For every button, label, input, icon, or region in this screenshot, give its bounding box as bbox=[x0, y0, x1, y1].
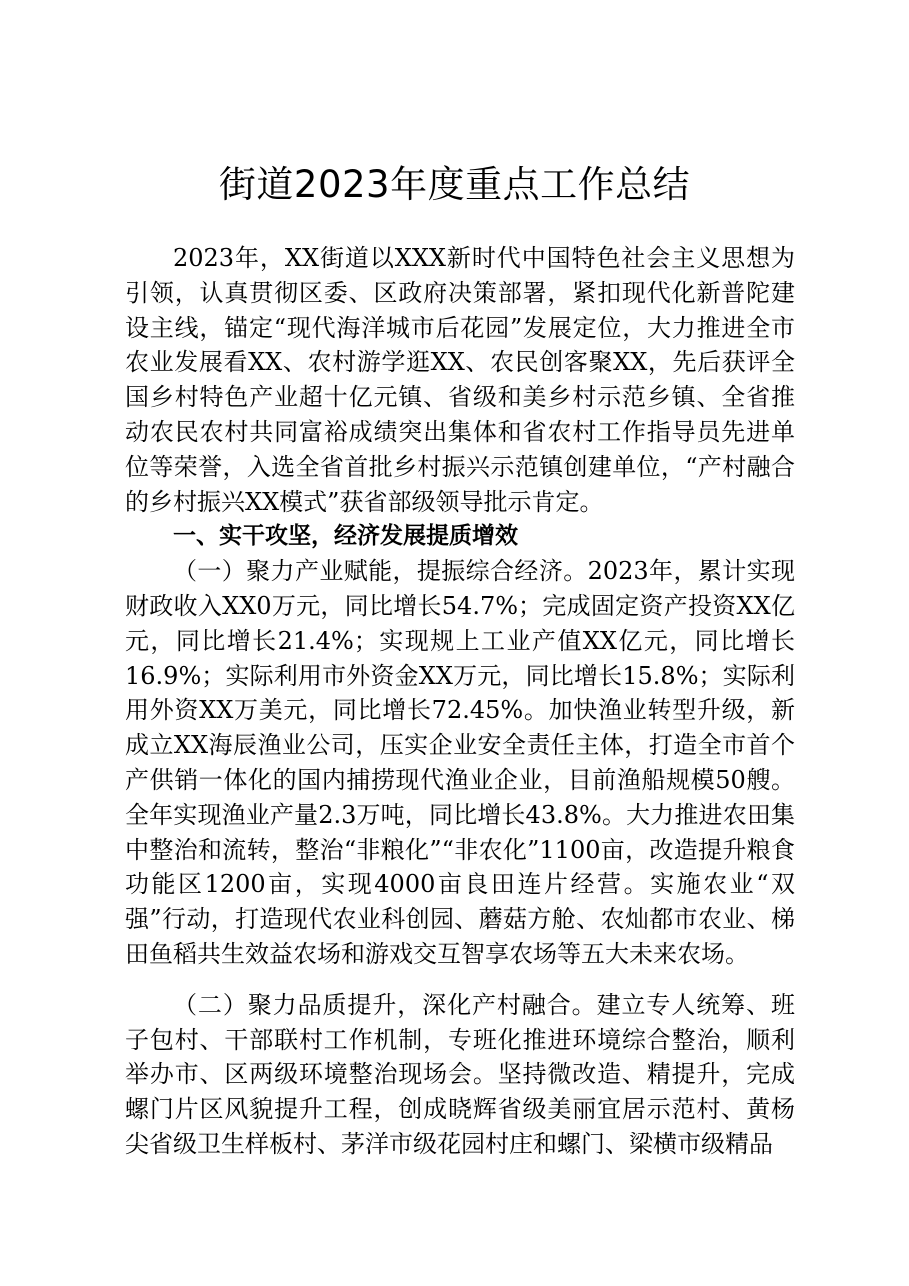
subsection-paragraph-2 bbox=[125, 988, 795, 1162]
intro-paragraph: 2023年，XX街道以XXX新时代中国特色社会主义思想为引领，认真贯彻区委、区政府决策部署，紧扣现代化新普陀建设主线，锚定“现代海洋城市后花园”发展定位，大力推进全市农业发展看XX、农村游学逛XX、农民创客聚XX，先后获评全国乡村特色产业超十亿元镇、省级和美乡村示范乡镇、全省推动农民农村共同富裕成绩突出集体和省农村工作指导员先进单位等荣誉，入选全省首批乡村振兴示范镇创建单位，“产村融合的乡村振兴XX模式”获省部级领导批示肯定。 bbox=[125, 244, 795, 516]
section-heading: 一、实干攻坚，经济发展提质增效 bbox=[173, 523, 518, 550]
subsection-body-2: 建立专人统筹、班子包村、干部联村工作机制，专班化推进环境综合整治，顺利举办市、区两级环境整治现场会。坚持微改造、精提升，完成螺门片区风貌提升工程，创成晓辉省级美丽宜居示范村、黄杨尖省级卫生样板村、茅洋市级花园村庄和螺门、梁横市级精品 bbox=[125, 990, 796, 1158]
subsection-paragraph-1 bbox=[125, 554, 795, 972]
document-title: 街道2023年度重点工作总结 bbox=[218, 163, 691, 206]
subsection-body-1: 2023年，累计实现财政收入XX0万元，同比增长54.7%；完成固定资产投资XX亿元，同比增长21.4%；实现规上工业产值XX亿元，同比增长16.9%；实际利用市外资金XX万元，同比增长15.8%；实际利用外资XX万美元，同比增长72.45%。加快渔业转型升级，新成立XX海辰渔业公司，压实企业安全责任主体，打造全市首个产供销一体化的国内捕捞现代渔业企业，目前渔船规模50艘。全年实现渔业产量2.3万吨，同比增长43.8%。大力推进农田集中整治和流转，整治“非粮化”“非农化”1100亩，改造提升粮食功能区1200亩，实现4000亩良田连片经营。实施农业“双强”行动，打造现代农业科创园、蘑菇方舱、农灿都市农业、梯田鱼稻共生效益农场和游戏交互智享农场等五大未来农场。 bbox=[125, 557, 795, 968]
subsection-lead-2: （二）聚力品质提升，深化产村融合。 bbox=[173, 990, 597, 1019]
document-body bbox=[125, 241, 795, 1162]
subsection-lead-1: （一）聚力产业赋能，提振综合经济。 bbox=[173, 557, 588, 586]
